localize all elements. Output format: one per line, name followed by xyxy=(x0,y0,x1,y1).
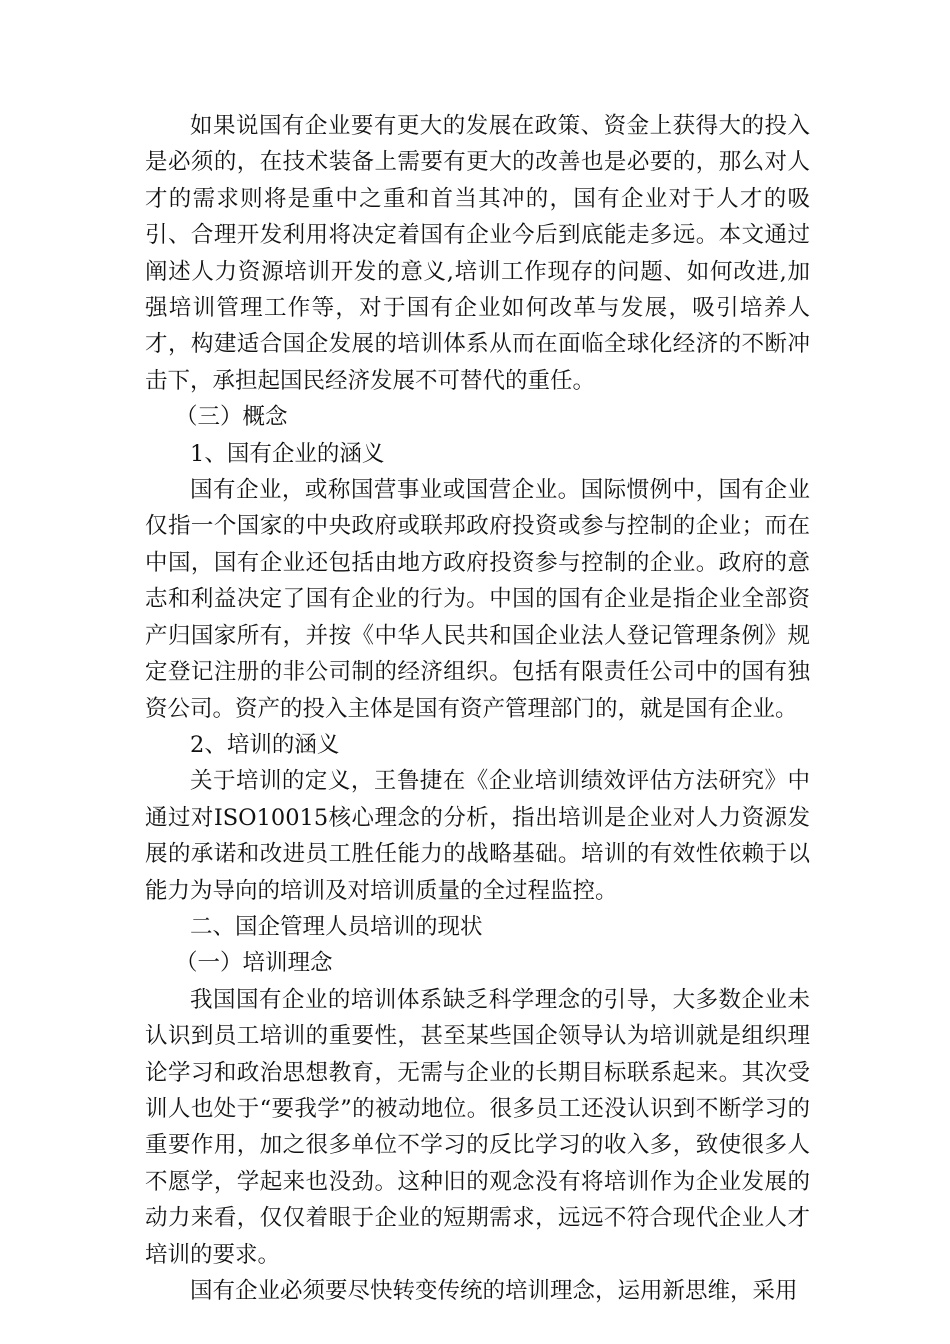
paragraph-soe-definition: 国有企业，或称国营事业或国营企业。国际惯例中，国有企业仅指一个国家的中央政府或联邦政府投资或参与控制的企业；而在中国，国有企业还包括由地方政府投资参与控制的企业。政府的意志和利益决定了国有企业的行为。中国的国有企业是指企业全部资产归国家所有，并按《中华人民共和国企业法人登记管理条例》规定登记注册的非公司制的经济组织。包括有限责任公司中的国有独资公司。资产的投入主体是国有资产管理部门的，就是国有企业。 xyxy=(145,477,810,722)
document-page xyxy=(145,108,810,1309)
subheading-soe-meaning: 1、国有企业的涵义 xyxy=(190,440,385,467)
paragraph-training-concept: 我国国有企业的培训体系缺乏科学理念的引导，大多数企业未认识到员工培训的重要性，甚至某些国企领导认为培训就是组织理论学习和政治思想教育，无需与企业的长期目标联系起来。其次受训人也处于“要我学”的被动地位。很多员工还没认识到不断学习的重要作用，加之很多单位不学习的反比学习的收入多，致使很多人不愿学，学起来也没劲。这种旧的观念没有将培训作为企业发展的动力来看，仅仅着眼于企业的短期需求，远远不符合现代企业人才培训的要求。 xyxy=(145,986,810,1268)
section-heading-concept: （三）概念 xyxy=(175,404,288,431)
subheading-training-meaning: 2、培训的涵义 xyxy=(190,731,340,758)
paragraph-training-definition: 关于培训的定义，王鲁捷在《企业培训绩效评估方法研究》中通过对ISO10015核心理念的分析，指出培训是企业对人力资源发展的承诺和改进员工胜任能力的战略基础。培训的有效性依赖于以能力为导向的培训及对培训质量的全过程监控。 xyxy=(145,768,810,904)
paragraph-transform-concept: 国有企业必须要尽快转变传统的培训理念，运用新思维，采用 xyxy=(190,1278,798,1304)
paragraph-intro: 如果说国有企业要有更大的发展在政策、资金上获得大的投入是必须的，在技术装备上需要有更大的改善也是必要的，那么对人才的需求则将是重中之重和首当其冲的，国有企业对于人才的吸引、合理开发利用将决定着国有企业今后到底能走多远。本文通过阐述人力资源培训开发的意义,培训工作现存的问题、如何改进,加强培训管理工作等，对于国有企业如何改革与发展，吸引培养人才，构建适合国企发展的培训体系从而在面临全球化经济的不断冲击下，承担起国民经济发展不可替代的重任。 xyxy=(145,113,810,394)
section-heading-current-status: 二、国企管理人员培训的现状 xyxy=(190,913,483,940)
subheading-training-concept: （一）培训理念 xyxy=(175,950,333,977)
